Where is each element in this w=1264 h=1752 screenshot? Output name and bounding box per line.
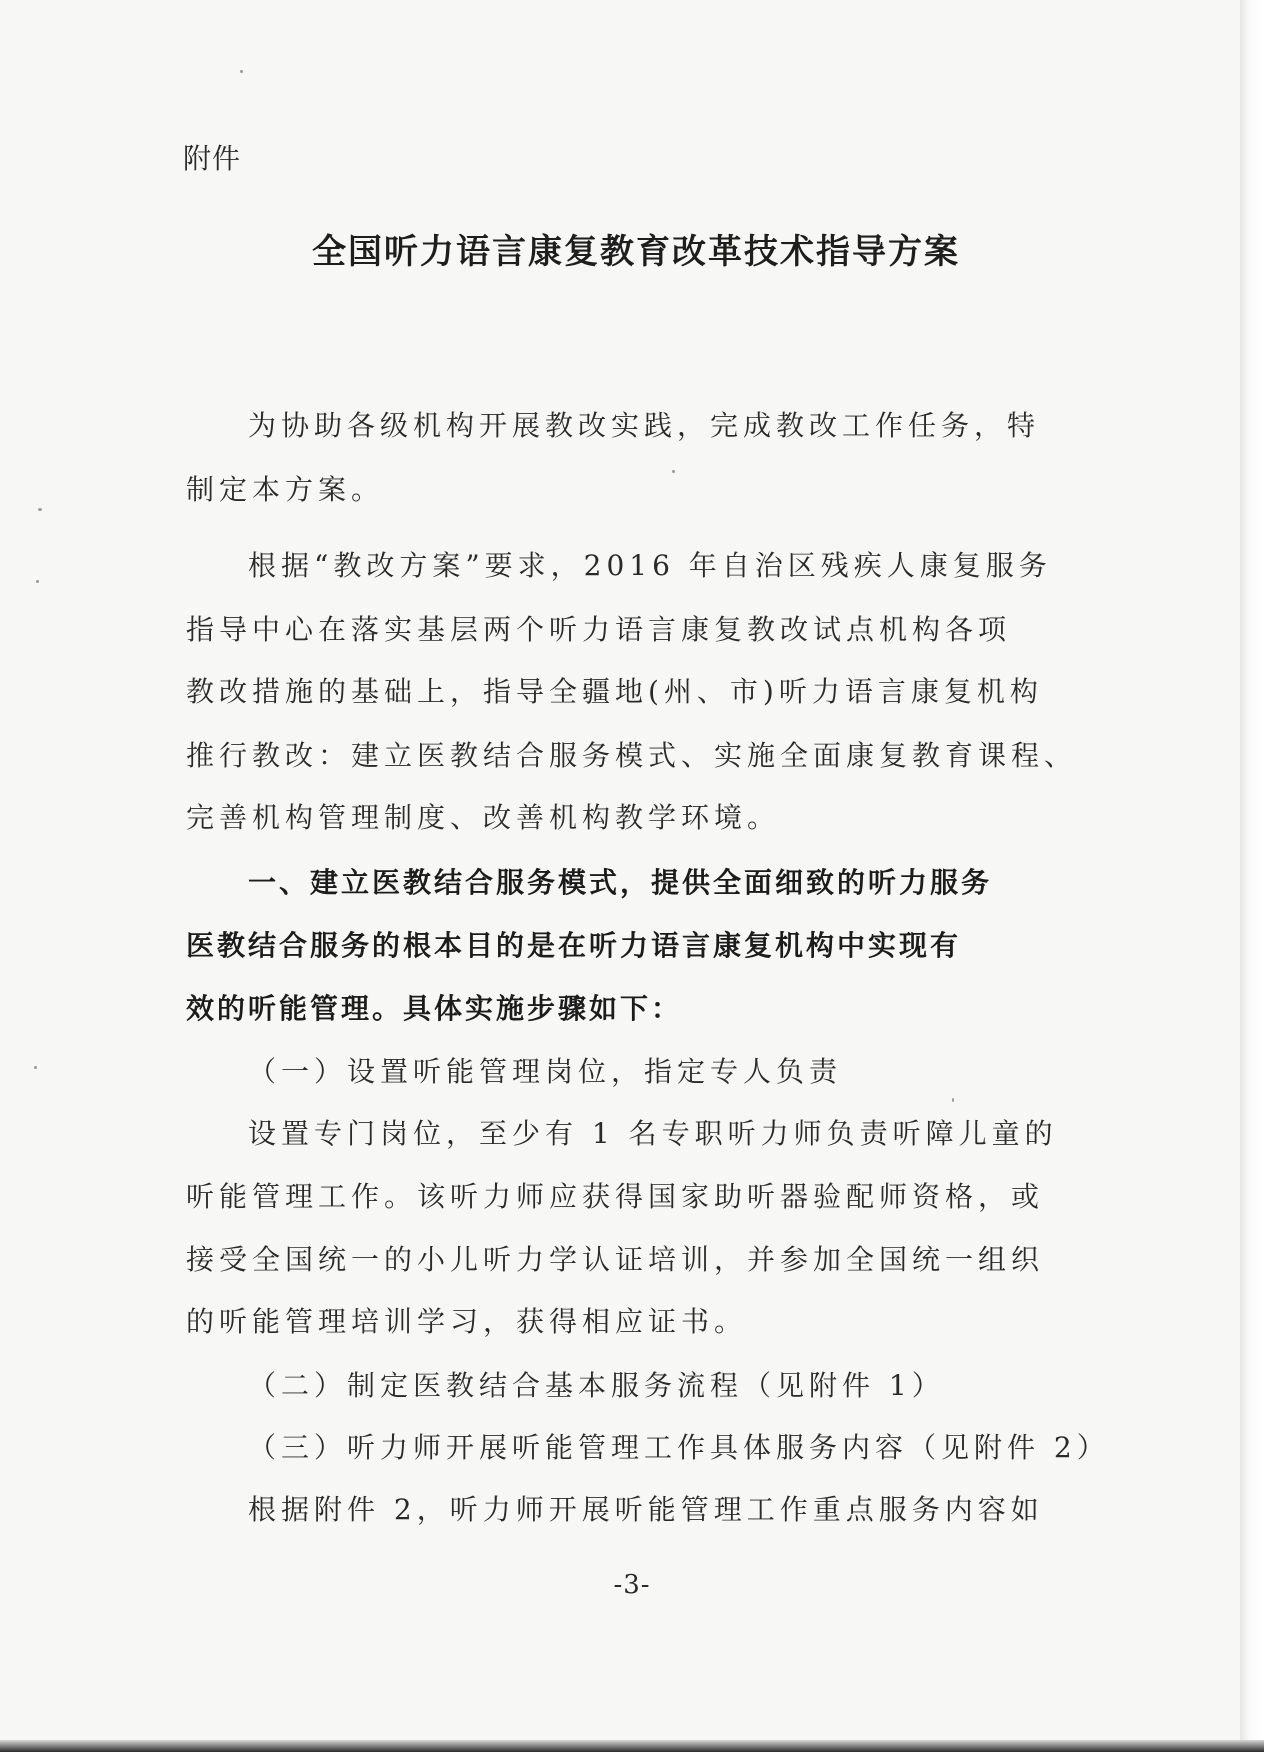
scan-speck bbox=[38, 508, 42, 511]
section1-lead-line-1: 医教结合服务的根本目的是在听力语言康复机构中实现有 bbox=[186, 929, 962, 962]
sub1-line-3: 接受全国统一的小儿听力学认证培训，并参加全国统一组织 bbox=[186, 1243, 1045, 1276]
scan-edge-right bbox=[1240, 0, 1264, 1752]
background-line-5: 完善机构管理制度、改善机构教学环境。 bbox=[186, 801, 781, 834]
sub3-line-1: 根据附件 2，听力师开展听能管理工作重点服务内容如 bbox=[248, 1493, 1044, 1526]
scan-speck bbox=[672, 470, 675, 473]
background-line-2: 指导中心在落实基层两个听力语言康复教改试点机构各项 bbox=[186, 613, 1012, 646]
scan-speck bbox=[36, 580, 39, 583]
scan-edge-bottom bbox=[0, 1740, 1264, 1752]
sub1-heading: （一）设置听能管理岗位，指定专人负责 bbox=[248, 1055, 843, 1088]
section1-heading: 一、建立医教结合服务模式，提供全面细致的听力服务 bbox=[248, 866, 993, 899]
intro-line-1: 为协助各级机构开展教改实践，完成教改工作任务，特 bbox=[248, 409, 1041, 442]
sub1-line-2: 听能管理工作。该听力师应获得国家助听器验配师资格，或 bbox=[186, 1180, 1045, 1213]
scan-speck bbox=[952, 1098, 954, 1102]
scan-speck bbox=[34, 1066, 37, 1069]
intro-line-2: 制定本方案。 bbox=[186, 473, 385, 506]
attachment-label: 附件 bbox=[183, 142, 242, 175]
section1-lead-line-2: 效的听能管理。具体实施步骤如下： bbox=[186, 992, 683, 1025]
document-title: 全国听力语言康复教育改革技术指导方案 bbox=[312, 232, 960, 272]
background-line-1: 根据“教改方案”要求，2016 年自治区残疾人康复服务 bbox=[248, 549, 1052, 582]
sub1-line-4: 的听能管理培训学习，获得相应证书。 bbox=[186, 1305, 748, 1338]
background-line-3: 教改措施的基础上，指导全疆地(州、市)听力语言康复机构 bbox=[186, 675, 1043, 708]
scan-speck bbox=[240, 70, 243, 73]
background-line-4: 推行教改：建立医教结合服务模式、实施全面康复教育课程、 bbox=[186, 739, 1078, 772]
sub3-heading: （三）听力师开展听能管理工作具体服务内容（见附件 2） bbox=[248, 1431, 1110, 1464]
sub2-heading: （二）制定医教结合基本服务流程（见附件 1） bbox=[248, 1369, 945, 1402]
sub1-line-1: 设置专门岗位，至少有 1 名专职听力师负责听障儿童的 bbox=[248, 1117, 1058, 1150]
page-number: -3- bbox=[613, 1570, 651, 1600]
